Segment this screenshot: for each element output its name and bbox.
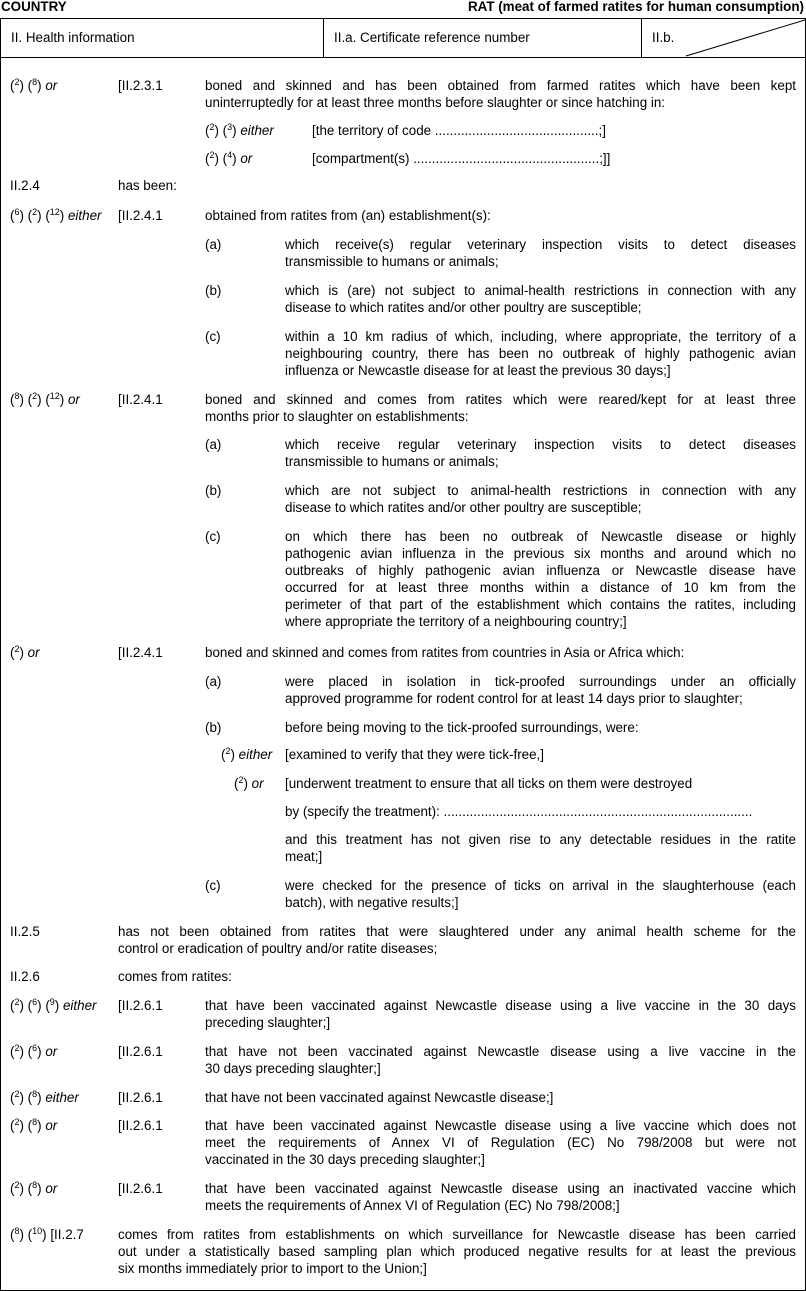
text-line: [examined to verify that they were tick-free,]: [285, 747, 544, 762]
text-line: occurred for at least three months within a distance of 10 km from the: [285, 580, 796, 595]
footnote-ref: ($^2$) ($^3$) either: [205, 122, 274, 138]
footnote-ref: ($^2$) ($^4$) or: [205, 150, 253, 166]
point-code: [II.2.6.1: [118, 1118, 163, 1133]
text-line: preceding slaughter;]: [205, 1015, 331, 1030]
footnote-ref: ($^8$) ($^2$) ($^{12}$) or: [10, 391, 80, 407]
footnote-ref: ($^2$) ($^8$) or: [10, 1117, 58, 1133]
text-line: comes from ratites:: [118, 969, 232, 984]
text-line: months prior to slaughter on establishments:: [205, 409, 469, 424]
text-line: meets the requirements of Annex VI of Regulation (EC) No 798/2008;]: [205, 1198, 620, 1213]
text-line: which receive(s) regular veterinary inspection visits to detect diseases: [285, 237, 796, 252]
iib-diagonal-line: [642, 19, 805, 57]
text-line: outbreaks of highly pathogenic avian influenza or Newcastle disease have: [285, 563, 796, 578]
text-line: that have been vaccinated against Newcastle disease using an inactivated vaccine which: [205, 1181, 796, 1196]
text-line: boned and skinned and comes from ratites from countries in Asia or Africa which:: [205, 645, 685, 660]
text-line: has not been obtained from ratites that were slaughtered under any animal health scheme for the: [118, 924, 796, 939]
footnote-ref: ($^2$) ($^8$) or: [10, 77, 58, 93]
point-code: [II.2.6.1: [118, 1090, 163, 1105]
text-line: within a 10 km radius of which, including, where appropriate, the territory of a: [285, 329, 796, 344]
text-line: transmissible to humans or animals;: [285, 254, 499, 269]
text-line: perimeter of that part of the establishment which contains the ratites, including: [285, 597, 796, 612]
text-line: pathogenic avian influenza in the previous six months and around which no: [285, 546, 796, 561]
point-code: [II.2.6.1: [118, 1181, 163, 1196]
text-line: where appropriate the territory of a neighbouring country;]: [285, 614, 627, 629]
country-label: COUNTRY: [1, 0, 67, 14]
text-line: which receive regular veterinary inspection visits to detect diseases: [285, 437, 796, 452]
sub-label: (b): [205, 483, 222, 498]
point-code: II.2.4: [10, 178, 40, 193]
sub-label: (c): [205, 529, 221, 544]
text-line: disease to which ratites and/or other poultry are susceptible;: [285, 500, 642, 515]
text-line: vaccinated in the 30 days preceding slaughter;]: [205, 1152, 485, 1167]
text-line: by (specify the treatment): ...................................................................................: [285, 804, 753, 819]
section-title: II. Health information: [11, 30, 135, 45]
text-line: control or eradication of poultry and/or ratite diseases;: [118, 941, 438, 956]
point-code: [II.2.4.1: [118, 208, 163, 223]
section-header: [1, 19, 805, 58]
sub-label: (a): [205, 674, 222, 689]
point-code: [II.2.4.1: [118, 645, 163, 660]
footnote-ref: ($^2$) ($^8$) or: [10, 1180, 58, 1196]
footnote-ref: ($^2$) ($^6$) ($^9$) either: [10, 997, 97, 1013]
text-line: on which there has been no outbreak of Newcastle disease or highly: [285, 529, 796, 544]
footnote-ref: ($^8$) ($^{10}$) [II.2.7: [10, 1226, 84, 1242]
text-line: comes from ratites from establishments on which surveillance for Newcastle disease has been carried: [118, 1227, 796, 1242]
point-code: [II.2.6.1: [118, 1044, 163, 1059]
text-line: [the territory of code ............................................;]: [312, 123, 606, 138]
text-line: disease to which ratites and/or other poultry are susceptible;: [285, 300, 642, 315]
text-line: batch), with negative results;]: [285, 895, 459, 910]
text-line: has been:: [118, 178, 177, 193]
text-line: which is (are) not subject to animal-health restrictions in connection with any: [285, 283, 796, 298]
text-line: boned and skinned and has been obtained from farmed ratites which have been kept: [205, 78, 796, 93]
sub-label: (c): [205, 329, 221, 344]
point-code: II.2.5: [10, 924, 40, 939]
text-line: [underwent treatment to ensure that all ticks on them were destroyed: [285, 776, 693, 791]
text-line: boned and skinned and comes from ratites which were reared/kept for at least three: [205, 392, 796, 407]
text-line: that have not been vaccinated against Newcastle disease;]: [205, 1090, 554, 1105]
text-line: obtained from ratites from (an) establishment(s):: [205, 208, 491, 223]
footnote-ref: ($^6$) ($^2$) ($^{12}$) either: [10, 207, 102, 223]
point-code: [II.2.7: [50, 1227, 84, 1242]
text-line: approved programme for rodent control for at least 14 days prior to slaughter;: [285, 691, 743, 706]
sub-label: (c): [205, 878, 221, 893]
footnote-ref: ($^2$) or: [10, 644, 40, 660]
certificate-reference-label: II.a. Certificate reference number: [334, 30, 530, 45]
point-code: [II.2.4.1: [118, 392, 163, 407]
text-line: six months immediately prior to import to the Union;]: [118, 1261, 427, 1276]
text-line: before being moving to the tick-proofed surroundings, were:: [285, 720, 639, 735]
footnote-ref: ($^2$) either: [221, 746, 273, 762]
footnote-ref: ($^2$) ($^6$) or: [10, 1043, 58, 1059]
text-line: influenza or Newcastle disease for at least the previous 30 days;]: [285, 363, 671, 378]
footnote-ref: ($^2$) or: [234, 775, 264, 791]
certificate-title: RAT (meat of farmed ratites for human consumption): [467, 0, 804, 14]
text-line: meat;]: [285, 849, 323, 864]
text-line: that have been vaccinated against Newcastle disease using a live vaccine in the 30 days: [205, 998, 796, 1013]
sub-label: (a): [205, 437, 222, 452]
point-code: [II.2.3.1: [118, 78, 163, 93]
text-line: out under a statistically based sampling plan which produced negative results for at least the previous: [118, 1244, 796, 1259]
text-line: and this treatment has not given rise to any detectable residues in the ratite: [285, 832, 796, 847]
point-code: [II.2.6.1: [118, 998, 163, 1013]
sub-label: (b): [205, 720, 222, 735]
text-line: were checked for the presence of ticks on arrival in the slaughterhouse (each: [285, 878, 796, 893]
iib-label: II.b.: [652, 30, 675, 45]
text-line: [compartment(s) ..................................................;]]: [312, 151, 611, 166]
header-divider: [323, 19, 324, 57]
text-line: 30 days preceding slaughter;]: [205, 1061, 381, 1076]
text-line: neighbouring country, there has been no outbreak of highly pathogenic avian: [285, 346, 796, 361]
footnote-ref: ($^2$) ($^8$) either: [10, 1089, 79, 1105]
running-header: [0, 0, 806, 18]
text-line: which are not subject to animal-health restrictions in connection with any: [285, 483, 796, 498]
text-line: uninterruptedly for at least three months before slaughter or since hatching in:: [205, 95, 666, 110]
sub-label: (a): [205, 237, 222, 252]
sub-label: (b): [205, 283, 222, 298]
point-code: II.2.6: [10, 969, 40, 984]
text-line: were placed in isolation in tick-proofed surroundings under an officially: [285, 674, 796, 689]
text-line: that have been vaccinated against Newcastle disease using a live vaccine which does not: [205, 1118, 796, 1133]
text-line: that have not been vaccinated against Newcastle disease using a live vaccine in the: [205, 1044, 796, 1059]
text-line: meet the requirements of Annex VI of Regulation (EC) No 798/2008 but were not: [205, 1135, 796, 1150]
text-line: transmissible to humans or animals;: [285, 454, 499, 469]
